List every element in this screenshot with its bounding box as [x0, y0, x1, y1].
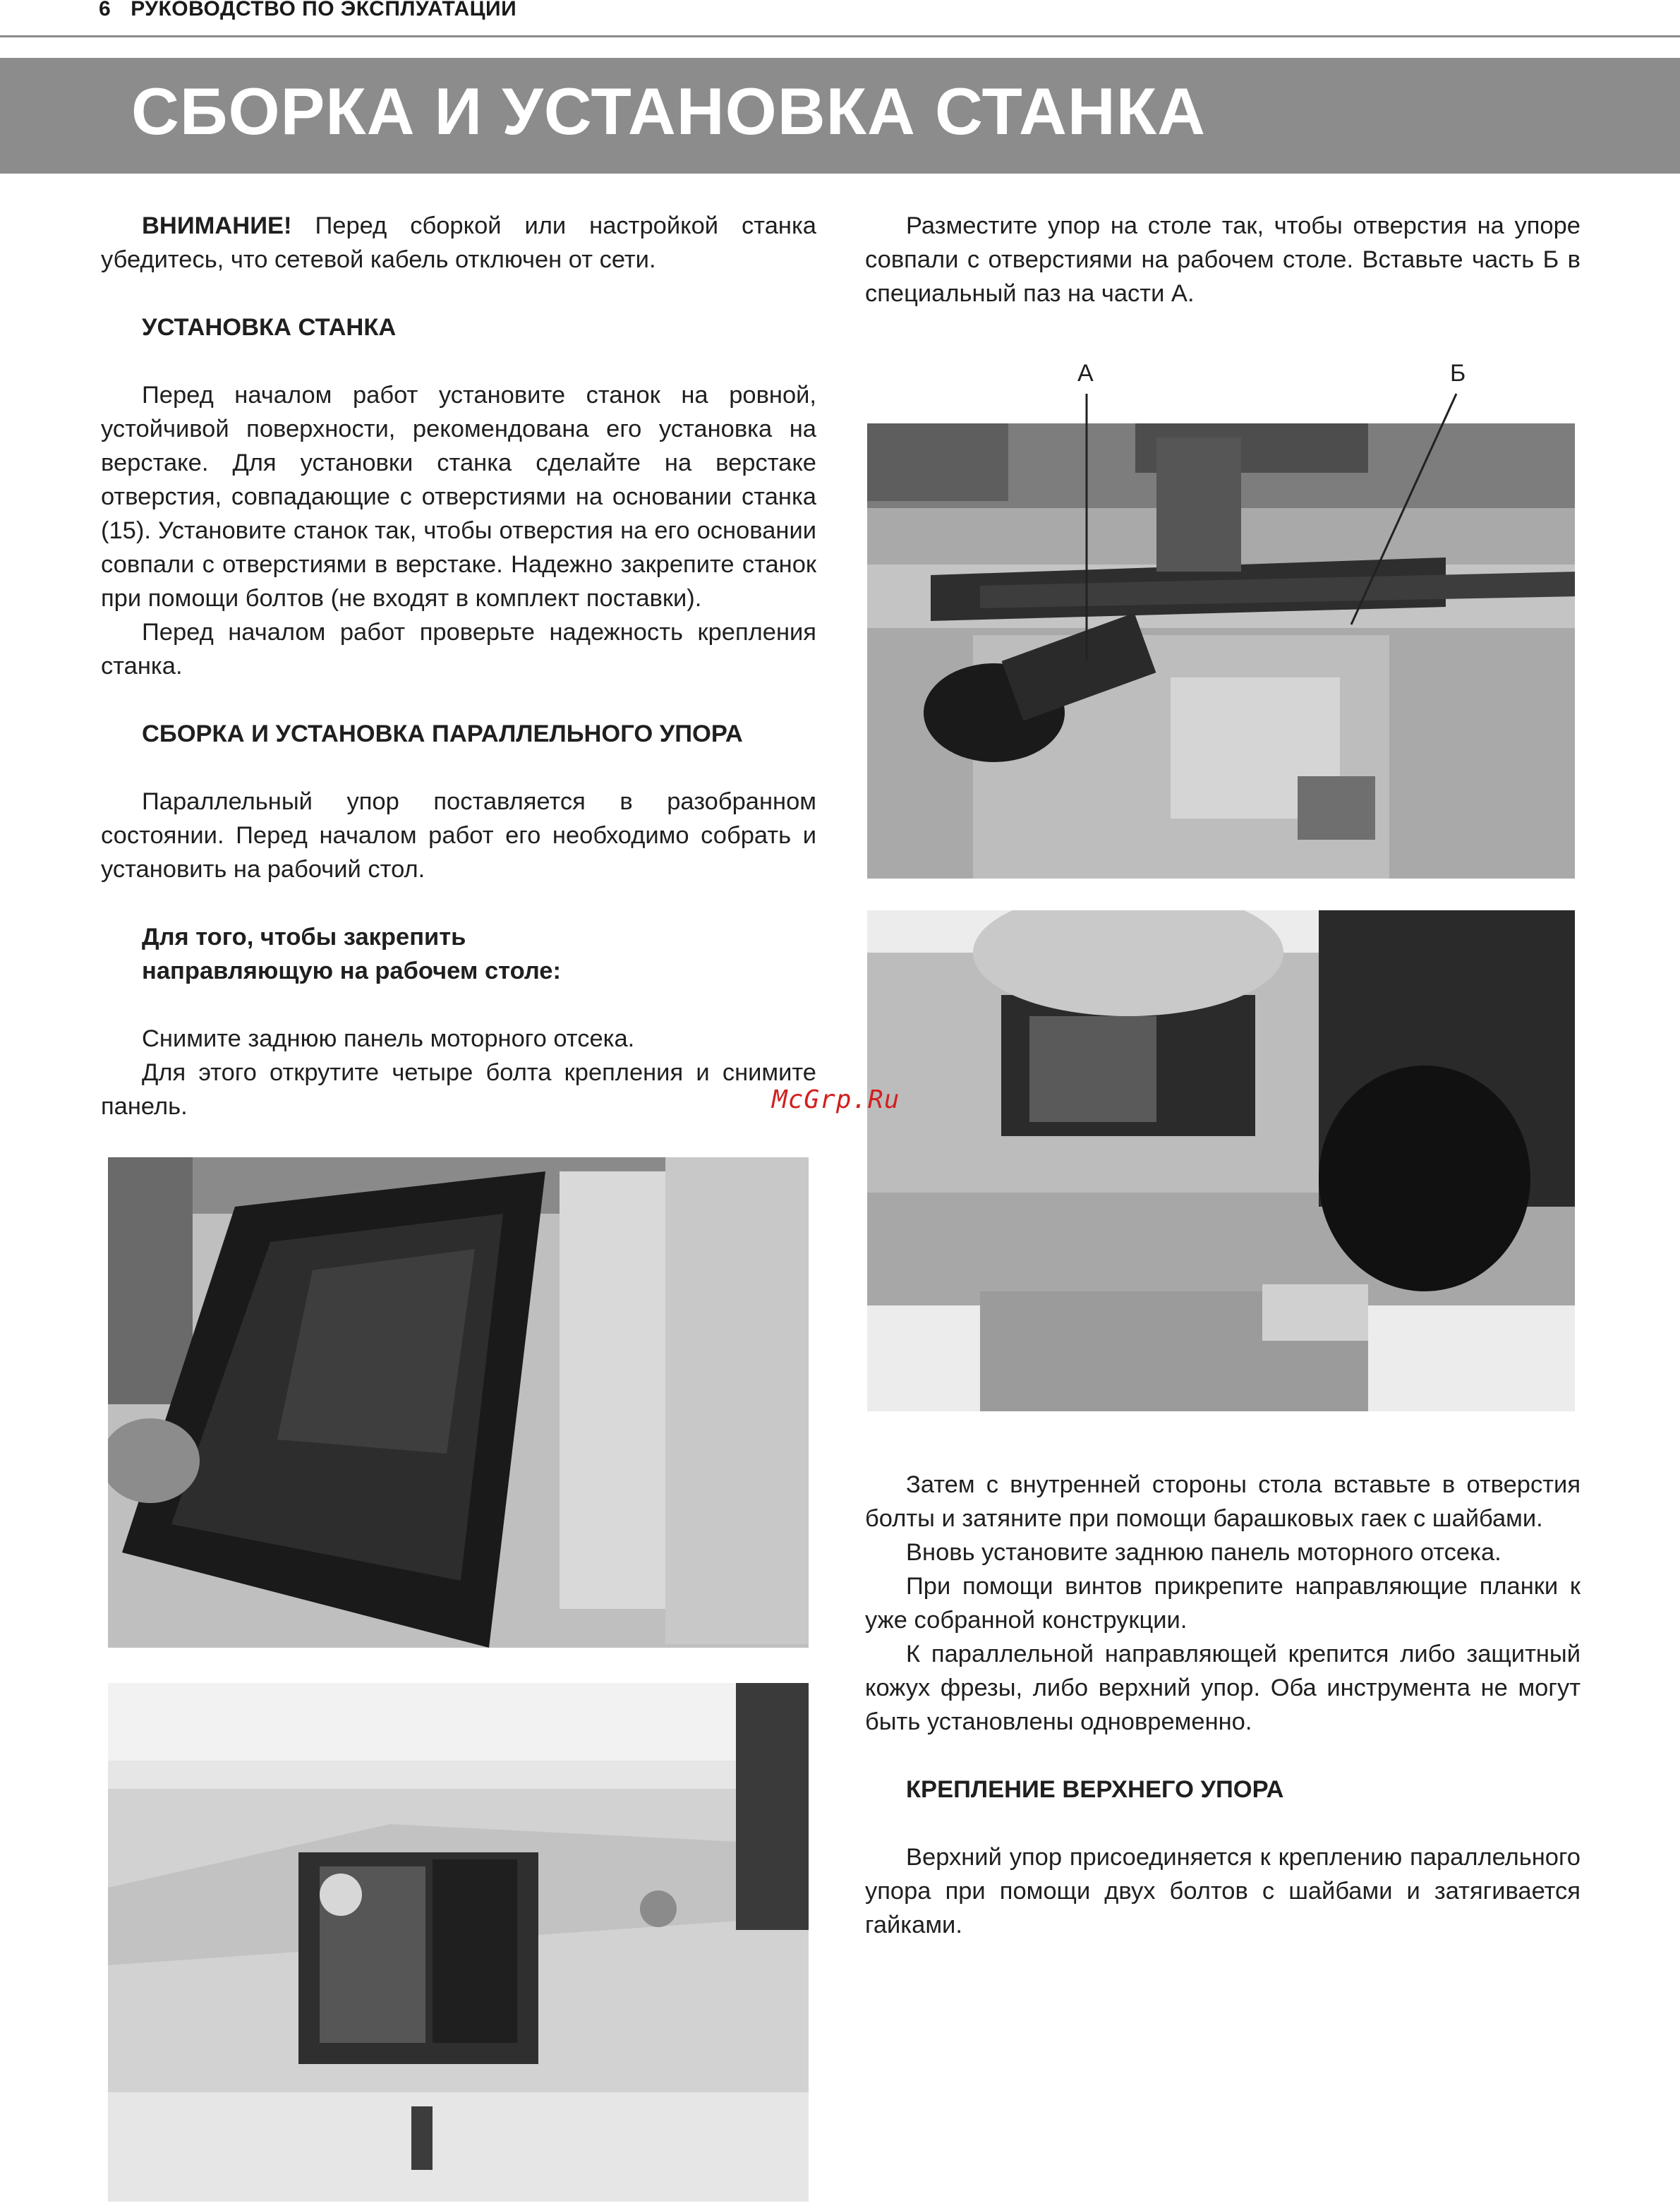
then-paragraph-3: При помощи винтов прикрепите направляющие планки к уже собранной конструкции.	[865, 1573, 1581, 1634]
then-paragraph-4: К параллельной направляющей крепится либо защитный кожух фрезы, либо верхний упор. Оба инструмента не могут быть установлены одновременно.	[865, 1641, 1581, 1735]
photo-fence-fixing	[867, 910, 1575, 1411]
fence-paragraph: Параллельный упор поставляется в разобранном состоянии. Перед началом работ его необходимо собрать и установить на рабочий стол.	[101, 788, 816, 883]
running-head	[99, 0, 516, 21]
install-paragraph-2: Перед началом работ проверьте надежность крепления станка.	[101, 619, 816, 680]
callout-label-a: А	[1077, 360, 1094, 387]
callout-label-b: Б	[1450, 360, 1466, 387]
section-banner	[0, 58, 1680, 174]
page-number: 6	[99, 0, 111, 20]
page-title: СБОРКА И УСТАНОВКА СТАНКА	[131, 74, 1207, 148]
remove-paragraph-1: Снимите заднюю панель моторного отсека.	[142, 1025, 635, 1052]
top-fence-paragraph: Верхний упор присоединяется к креплению параллельного упора при помощи двух болтов с шайбами и затягивается гайками.	[865, 1844, 1581, 1938]
then-paragraph-1: Затем с внутренней стороны стола вставьте в отверстия болты и затяните при помощи барашковых гаек с шайбами.	[865, 1471, 1581, 1532]
subheading-line-2: направляющую на рабочем столе:	[142, 958, 561, 984]
heading-top-fence: КРЕПЛЕНИЕ ВЕРХНЕГО УПОРА	[906, 1776, 1284, 1803]
heading-fence: СБОРКА И УСТАНОВКА ПАРАЛЛЕЛЬНОГО УПОРА	[142, 720, 743, 747]
install-paragraph-1: Перед началом работ установите станок на ровной, устойчивой поверхности, рекомендована его установка на верстаке. Для установки станка сделайте на верстаке отверстия, совпадающие с отверстиями на основании станка (15). Установите станок так, чтобы отверстия на его основании совпали с отверстиями в верстаке. Надежно закрепите станок при помощи болтов (не входят в комплект поставки).	[101, 382, 816, 612]
place-paragraph: Разместите упор на столе так, чтобы отверстия на упоре совпали с отверстиями на рабочем столе. Вставьте часть Б в специальный паз на части А.	[865, 212, 1581, 307]
right-column-top	[865, 209, 1581, 310]
running-title: РУКОВОДСТВО ПО ЭКСПЛУАТАЦИИ	[131, 0, 517, 20]
warning-paragraph	[101, 209, 816, 277]
photo-fence-guide	[108, 1683, 809, 2202]
heading-install: УСТАНОВКА СТАНКА	[142, 314, 397, 341]
remove-paragraph-2: Для этого открутите четыре болта крепления и снимите панель.	[101, 1059, 816, 1120]
photo-motor-panel	[108, 1157, 809, 1648]
subheading-line-1: Для того, чтобы закрепить	[142, 924, 466, 951]
then-paragraph-2: Вновь установите заднюю панель моторного отсека.	[906, 1539, 1501, 1566]
warning-label: ВНИМАНИЕ!	[142, 212, 292, 239]
header-rule	[0, 35, 1680, 37]
warning-text: Перед сборкой или настройкой станка убедитесь, что сетевой кабель отключен от сети.	[101, 212, 816, 273]
left-column	[101, 209, 816, 1123]
right-column-bottom	[865, 1468, 1581, 1942]
watermark: McGrp.Ru	[772, 1085, 900, 1114]
photo-fence-assembled	[867, 423, 1575, 879]
